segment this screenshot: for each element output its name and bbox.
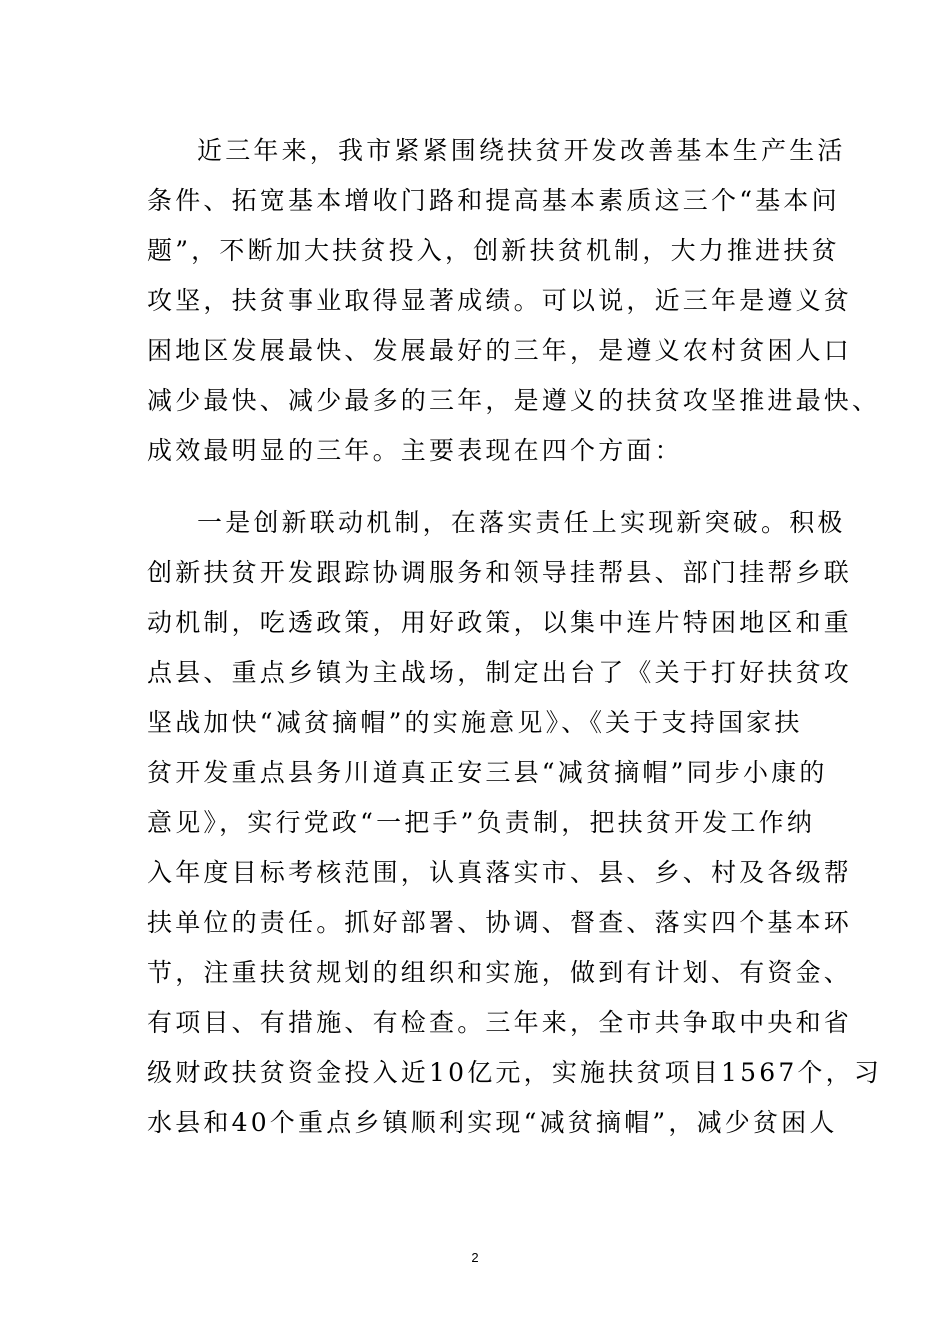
paragraph-2-line-13: 水县和40个重点乡镇顺利实现“减贫摘帽”，减少贫困人 <box>147 1108 838 1137</box>
paragraph-1-line-7: 成效最明显的三年。主要表现在四个方面： <box>147 436 683 465</box>
paragraph-1-line-2: 条件、拓宽基本增收门路和提高基本素质这三个“基本问 <box>147 186 840 215</box>
paragraph-2-line-8: 入年度目标考核范围，认真落实市、县、乡、村及各级帮 <box>147 858 853 887</box>
paragraph-1-line-4: 攻坚，扶贫事业取得显著成绩。可以说，近三年是遵义贫 <box>147 286 853 315</box>
paragraph-2-line-4: 点县、重点乡镇为主战场，制定出台了《关于打好扶贫攻 <box>147 658 853 687</box>
paragraph-1-line-6: 减少最快、减少最多的三年，是遵义的扶贫攻坚推进最快、 <box>147 386 881 415</box>
paragraph-2-line-1: 一是创新联动机制，在落实责任上实现新突破。积极 <box>197 508 846 537</box>
paragraph-2-line-7: 意见》，实行党政“一把手”负责制，把扶贫开发工作纳 <box>147 808 816 837</box>
paragraph-1-line-1: 近三年来，我市紧紧围绕扶贫开发改善基本生产生活 <box>197 136 846 165</box>
paragraph-2-line-5: 坚战加快“减贫摘帽”的实施意见》、《关于支持国家扶 <box>147 708 803 737</box>
page-number: 2 <box>471 1250 479 1265</box>
paragraph-2-line-2: 创新扶贫开发跟踪协调服务和领导挂帮县、部门挂帮乡联 <box>147 558 853 587</box>
paragraph-1-line-3: 题”，不断加大扶贫投入，创新扶贫机制，大力推进扶贫 <box>147 236 840 265</box>
paragraph-2-line-9: 扶单位的责任。抓好部署、协调、督查、落实四个基本环 <box>147 908 853 937</box>
paragraph-1-line-5: 困地区发展最快、发展最好的三年，是遵义农村贫困人口 <box>147 336 853 365</box>
paragraph-2-line-6: 贫开发重点县务川道真正安三县“减贫摘帽”同步小康的 <box>147 758 828 787</box>
paragraph-2-line-3: 动机制，吃透政策，用好政策，以集中连片特困地区和重 <box>147 608 853 637</box>
paragraph-2-line-11: 有项目、有措施、有检查。三年来，全市共争取中央和省 <box>147 1008 853 1037</box>
paragraph-2-line-10: 节，注重扶贫规划的组织和实施，做到有计划、有资金、 <box>147 958 853 987</box>
paragraph-2-line-12: 级财政扶贫资金投入近10亿元，实施扶贫项目1567个，习 <box>147 1058 883 1087</box>
